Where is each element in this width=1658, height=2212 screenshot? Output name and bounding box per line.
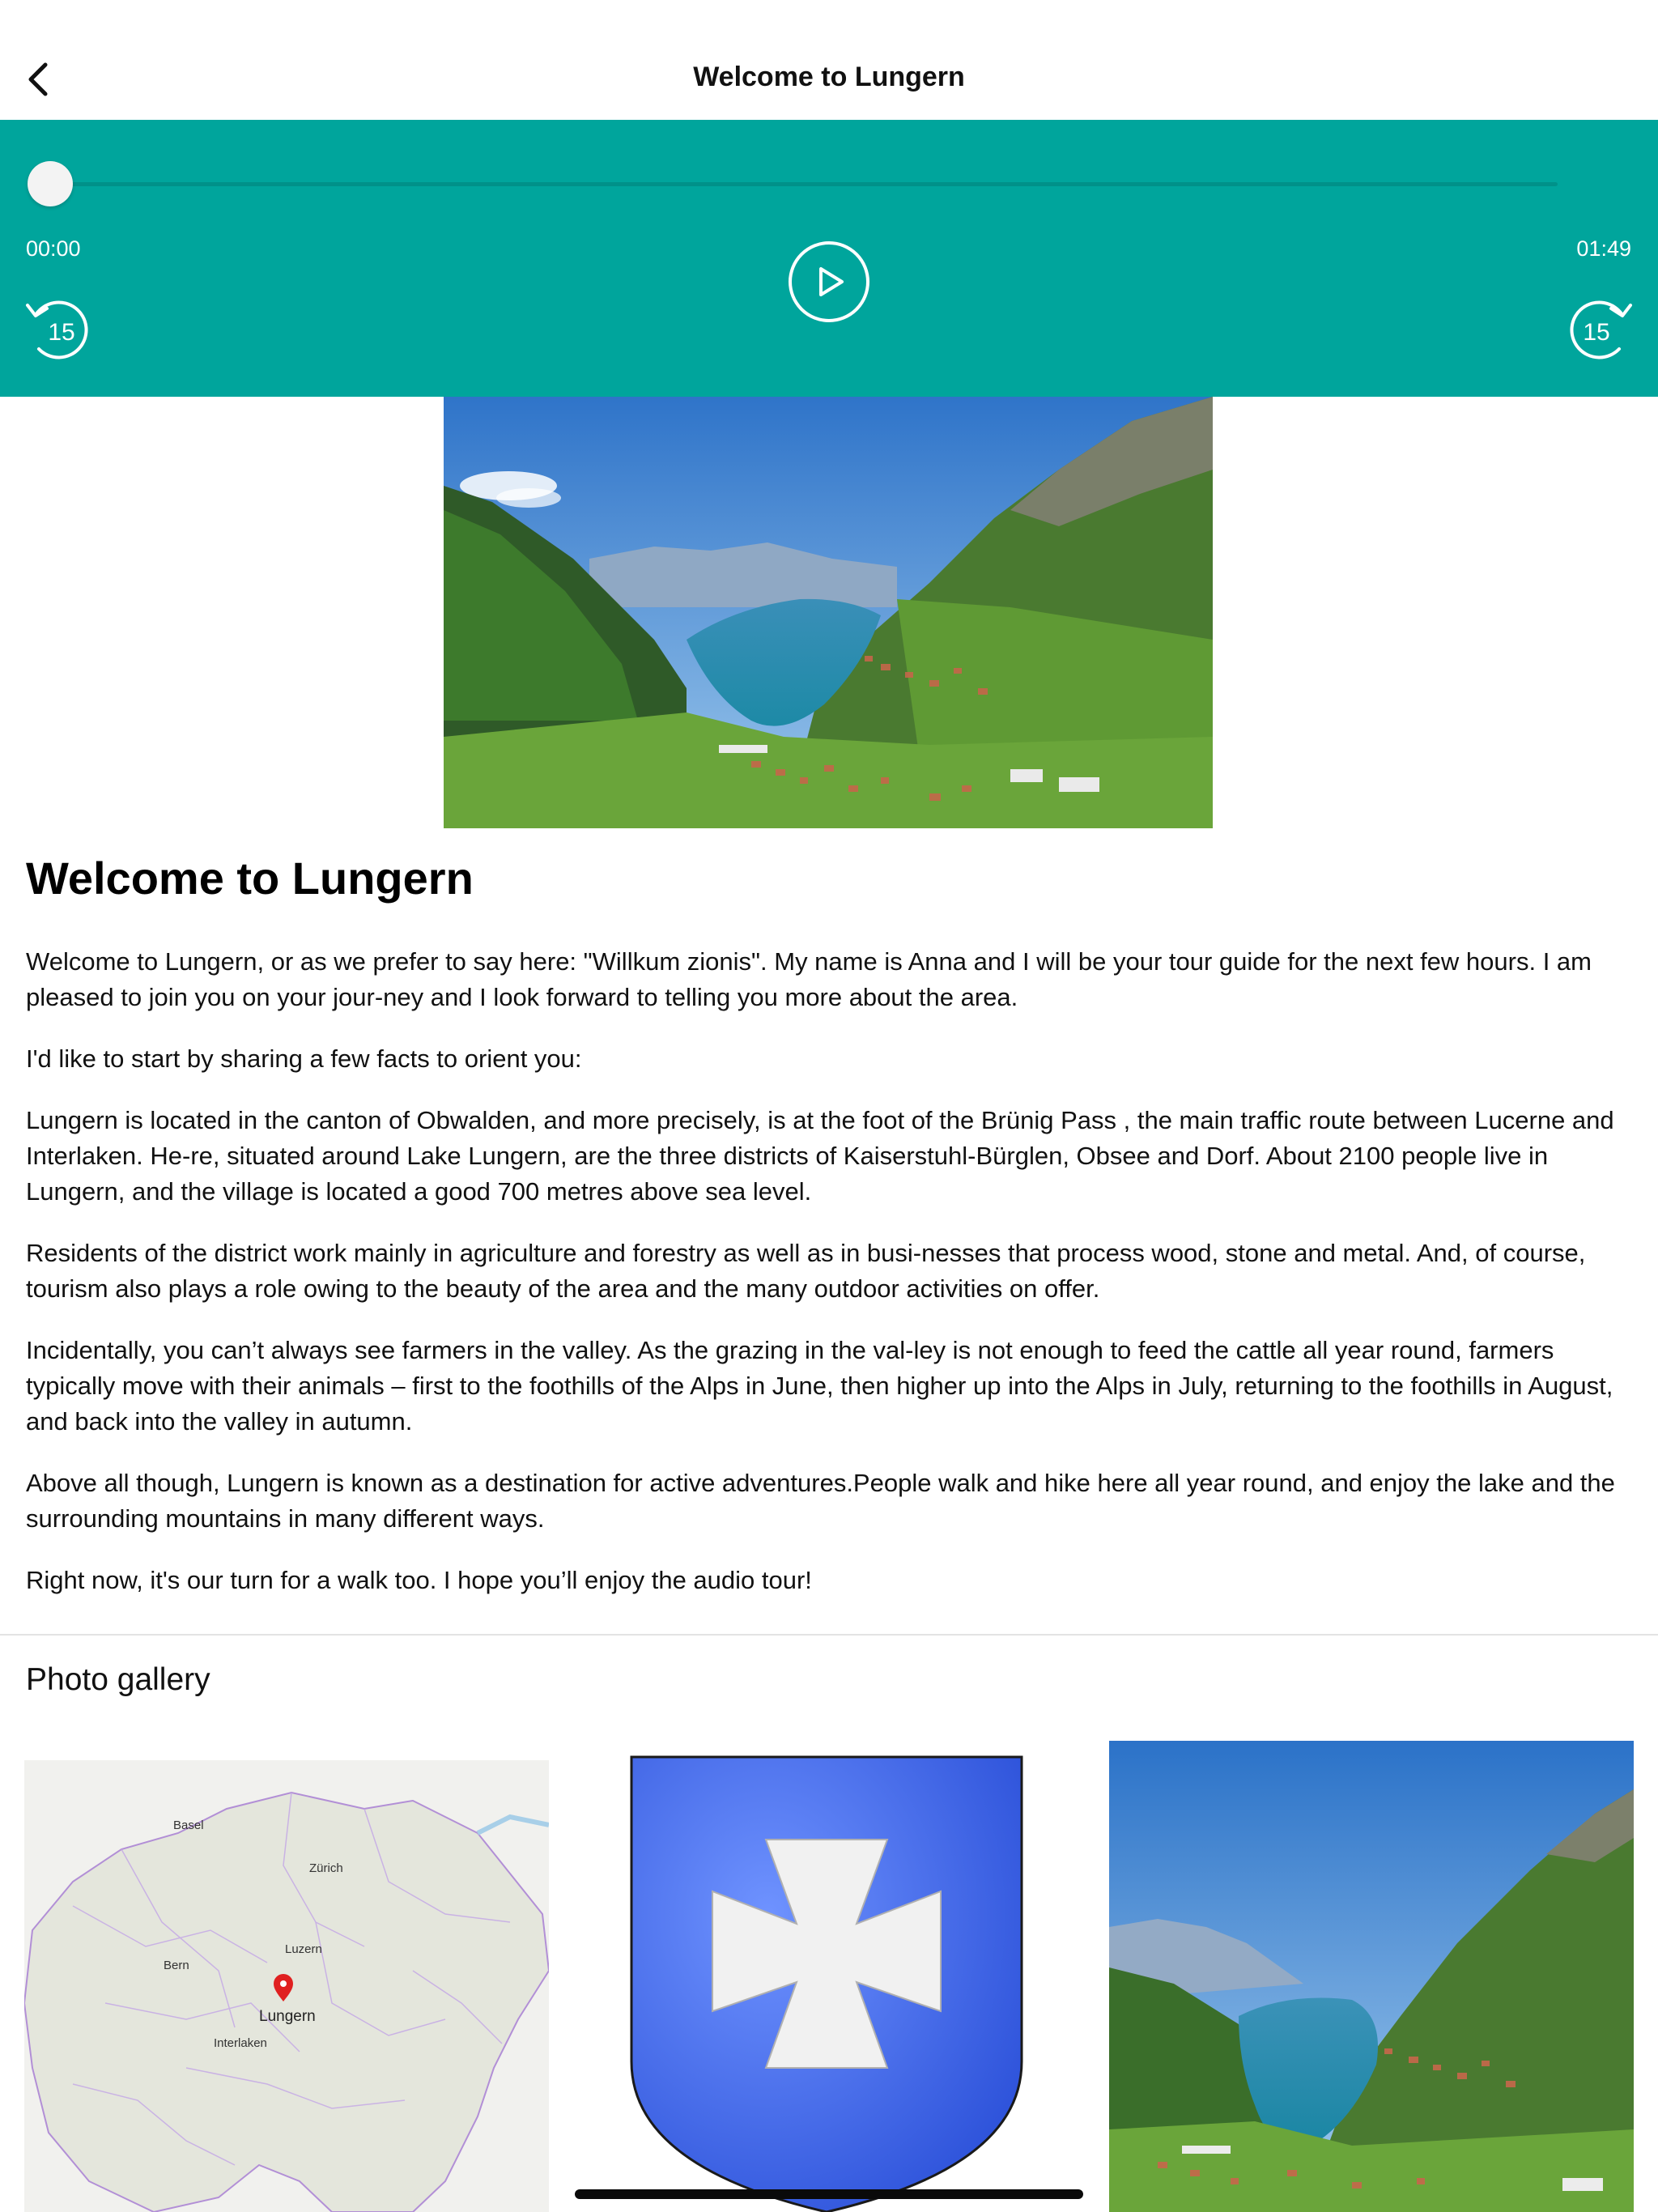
article-paragraph: Above all though, Lungern is known as a destination for active adventures.People walk and hike here all year round, and enjoy the lake and the surrounding mountains in many different ways. <box>26 1469 1615 1533</box>
forward-seconds: 15 <box>1583 319 1610 346</box>
article-paragraph: Residents of the district work mainly in agriculture and forestry as well as in busi-nesses that process wood, stone and metal. And, of course, tourism also plays a role owing to the beauty of the area and the many outdoor activities on offer. <box>26 1239 1586 1303</box>
article-paragraph: I'd like to start by sharing a few facts to orient you: <box>26 1044 582 1073</box>
gallery-item-lake-photo[interactable] <box>1109 1741 1634 2212</box>
audio-player <box>0 120 1658 397</box>
hero-image <box>444 397 1213 828</box>
rewind-seconds: 15 <box>48 319 75 346</box>
map-label-luzern: Luzern <box>285 1942 322 1956</box>
play-button[interactable] <box>787 240 871 324</box>
map-label-basel: Basel <box>173 1819 204 1832</box>
map-label-zurich: Zürich <box>309 1861 343 1875</box>
article-paragraph: Right now, it's our turn for a walk too. I hope you’ll enjoy the audio tour! <box>26 1566 812 1594</box>
article <box>26 850 1637 1624</box>
play-icon <box>787 240 871 324</box>
lake-photo-image <box>1109 1741 1634 2212</box>
section-divider <box>0 1634 1658 1636</box>
map-label-interlaken: Interlaken <box>214 2036 267 2050</box>
switzerland-map-image <box>24 1760 549 2212</box>
forward-15-icon <box>1562 294 1635 367</box>
forward-15-button[interactable] <box>1562 294 1635 367</box>
article-heading: Welcome to Lungern <box>26 853 474 904</box>
current-time: 00:00 <box>26 236 81 261</box>
coat-of-arms-image <box>628 1754 1025 2212</box>
article-paragraph: Welcome to Lungern, or as we prefer to say here: "Willkum zionis". My name is Anna and I will be your tour guide for the next few hours. I am pleased to join you on your jour-ney and I look forward to telling you more about the area. <box>26 947 1592 1011</box>
map-label-lungern: Lungern <box>259 2008 316 2025</box>
article-paragraph: Incidentally, you can’t always see farmers in the valley. As the grazing in the val-ley is not enough to feed the cattle all year round, farmers typically move with their animals – first to the foothills of the Alps in June, then higher up into the Alps in July, returning to the foothills in August, and back into the valley in autumn. <box>26 1336 1613 1436</box>
article-paragraph: Lungern is located in the canton of Obwalden, and more precisely, is at the foot of the Brünig Pass , the main traffic route between Lucerne and Interlaken. He-re, situated around Lake Lungern, are the three districts of Kaiserstuhl-Bürglen, Obsee and Dorf. About 2100 people live in Lungern, and the village is located a good 700 metres above sea level. <box>26 1106 1614 1206</box>
progress-knob[interactable] <box>28 161 73 206</box>
gallery-item-coat-of-arms[interactable] <box>628 1754 1025 2212</box>
home-indicator <box>575 2189 1083 2199</box>
rewind-15-button[interactable] <box>23 294 96 367</box>
navigation-bar <box>0 0 1658 120</box>
lake-landscape-image <box>444 397 1213 828</box>
gallery-title: Photo gallery <box>26 1662 210 1697</box>
page-title: Welcome to Lungern <box>693 62 965 92</box>
progress-slider[interactable] <box>50 182 1558 186</box>
map-label-bern: Bern <box>164 1959 189 1972</box>
total-time: 01:49 <box>1576 236 1631 261</box>
gallery-item-map[interactable] <box>24 1760 549 2212</box>
rewind-15-icon <box>23 294 96 367</box>
